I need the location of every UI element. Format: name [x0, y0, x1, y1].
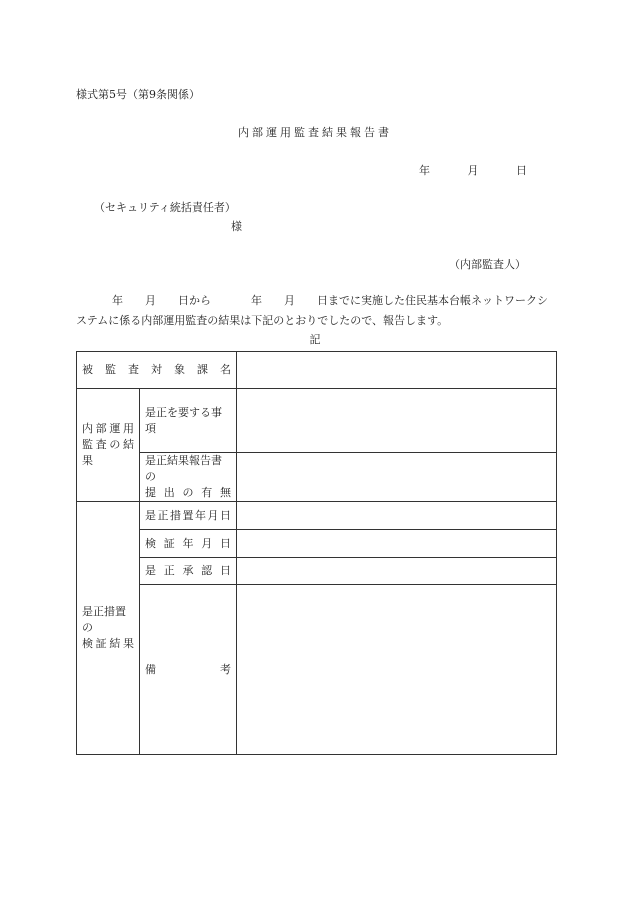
date-line	[385, 162, 527, 178]
audit-result-label: 内部運用 監査の結果	[77, 389, 140, 502]
table-row	[77, 352, 557, 389]
target-section-label: 被監査対象課名	[77, 352, 237, 389]
approval-date-field[interactable]	[237, 558, 557, 585]
correction-date-field[interactable]	[237, 502, 557, 530]
table-row	[77, 585, 557, 755]
verification-label: 是正措置の 検証結果	[77, 502, 140, 755]
body-month1: 月	[145, 294, 156, 307]
report-table	[76, 351, 557, 755]
table-row	[77, 530, 557, 558]
remarks-label	[140, 585, 237, 755]
remarks-label-b: 考	[220, 662, 231, 676]
verification-date-label: 検証年月日	[140, 530, 237, 558]
table-row	[77, 558, 557, 585]
body-paragraph	[76, 291, 556, 331]
correction-report-label: 是正結果報告書の 提出の有無	[140, 453, 237, 502]
auditor-label: （内部監査人）	[449, 258, 526, 271]
honorific: 様	[231, 220, 242, 233]
table-row	[77, 502, 557, 530]
body-from: 日から	[178, 294, 211, 307]
date-day: 日	[516, 164, 527, 177]
remarks-field[interactable]	[237, 585, 557, 755]
items-needing-correction-label: 是正を要する事項	[140, 389, 237, 453]
document-title: 内部運用監査結果報告書	[238, 126, 392, 139]
verification-date-field[interactable]	[237, 530, 557, 558]
date-year: 年	[419, 164, 430, 177]
correction-report-field[interactable]	[237, 453, 557, 502]
form-number: 様式第5号（第9条関係）	[76, 88, 200, 101]
date-month: 月	[467, 164, 479, 177]
ki-label: 記	[309, 333, 321, 346]
correction-date-label: 是正措置年月日	[140, 502, 237, 530]
items-needing-correction-field[interactable]	[237, 389, 557, 453]
table-row	[77, 453, 557, 502]
table-row	[77, 389, 557, 453]
addressee: （セキュリティ統括責任者）	[94, 201, 236, 214]
approval-date-label: 是正承認日	[140, 558, 237, 585]
body-year2: 年	[251, 294, 262, 307]
body-month2: 月	[284, 294, 295, 307]
remarks-label-a: 備	[145, 662, 156, 676]
body-text: 日までに実施した住民基本台帳ネットワークシステムに係る内部運用監査の結果は下記のとおりでしたので、報告します。	[76, 294, 548, 327]
target-section-field[interactable]	[237, 352, 557, 389]
body-year1: 年	[112, 294, 123, 307]
